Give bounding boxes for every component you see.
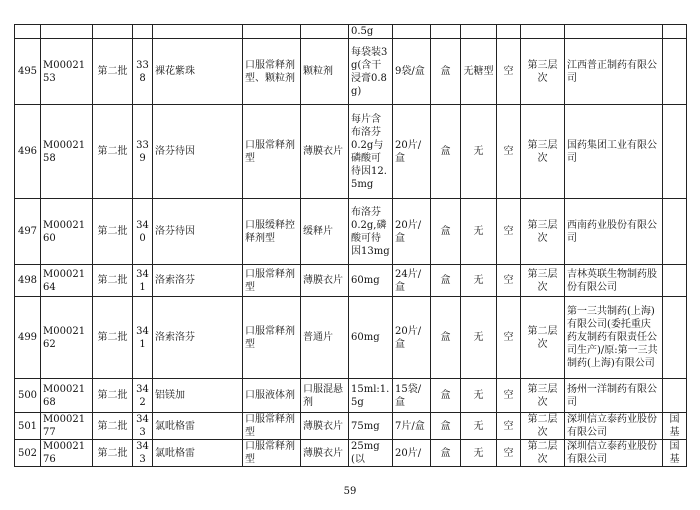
form-cell: 缓释片 bbox=[301, 199, 349, 265]
pack-cell: 20片/盒 bbox=[393, 105, 431, 199]
level-cell: 第二层次 bbox=[521, 413, 565, 440]
table-row bbox=[15, 440, 687, 467]
level-cell: 第三层次 bbox=[521, 379, 565, 413]
form-cell: 薄膜衣片 bbox=[301, 265, 349, 297]
pack-cell: 9袋/盒 bbox=[393, 39, 431, 105]
code-cell: M0002168 bbox=[41, 379, 93, 413]
company-cell: 扬州一洋制药有限公司 bbox=[565, 379, 663, 413]
form-cell: 普通片 bbox=[301, 297, 349, 379]
code-cell: M0002158 bbox=[41, 105, 93, 199]
pack-cell: 24片/盒 bbox=[393, 265, 431, 297]
spec-cell: 25mg(以 bbox=[349, 440, 393, 467]
sugar-cell: 无 bbox=[461, 413, 497, 440]
form-cell: 颗粒剂 bbox=[301, 39, 349, 105]
note-cell bbox=[663, 199, 687, 265]
spec-cell: 75mg bbox=[349, 413, 393, 440]
sugar-cell: 无 bbox=[461, 379, 497, 413]
route-cell: 口服液体剂 bbox=[243, 379, 301, 413]
batch-cell: 第二批 bbox=[93, 105, 133, 199]
num-cell: 343 bbox=[133, 440, 153, 467]
spec-cell: 每袋装3g(含干浸膏0.8g) bbox=[349, 39, 393, 105]
note-cell bbox=[663, 265, 687, 297]
num-cell: 343 bbox=[133, 413, 153, 440]
name-cell: 铝镁加 bbox=[153, 379, 243, 413]
batch-cell: 第二批 bbox=[93, 39, 133, 105]
spec-cell: 0.5g bbox=[349, 25, 393, 39]
company-cell: 国药集团工业有限公司 bbox=[565, 105, 663, 199]
pack-cell: 15袋/盒 bbox=[393, 379, 431, 413]
unit-cell: 盒 bbox=[431, 440, 461, 467]
code-cell: M0002160 bbox=[41, 199, 93, 265]
name-cell: 洛芬待因 bbox=[153, 199, 243, 265]
pack-cell: 20片/盒 bbox=[393, 297, 431, 379]
num-cell: 341 bbox=[133, 265, 153, 297]
table-row bbox=[15, 413, 687, 440]
route-cell: 口服常释剂型、颗粒剂 bbox=[243, 39, 301, 105]
name-cell: 裸花紫珠 bbox=[153, 39, 243, 105]
code-cell: M0002177 bbox=[41, 413, 93, 440]
table-row bbox=[15, 379, 687, 413]
batch-cell: 第二批 bbox=[93, 413, 133, 440]
blank-cell: 空 bbox=[497, 413, 521, 440]
num-cell: 340 bbox=[133, 199, 153, 265]
form-cell: 薄膜衣片 bbox=[301, 105, 349, 199]
note-cell: 国基 bbox=[663, 440, 687, 467]
name-cell: 洛索洛芬 bbox=[153, 297, 243, 379]
sugar-cell: 无 bbox=[461, 105, 497, 199]
name-cell: 洛索洛芬 bbox=[153, 265, 243, 297]
route-cell: 口服常释剂型 bbox=[243, 297, 301, 379]
table-row-partial bbox=[15, 25, 687, 39]
spec-cell: 60mg bbox=[349, 265, 393, 297]
seq-cell: 498 bbox=[15, 265, 41, 297]
note-cell bbox=[663, 297, 687, 379]
blank-cell: 空 bbox=[497, 379, 521, 413]
table-row bbox=[15, 199, 687, 265]
form-cell: 薄膜衣片 bbox=[301, 440, 349, 467]
note-cell: 国基 bbox=[663, 413, 687, 440]
name-cell: 氯吡格雷 bbox=[153, 440, 243, 467]
blank-cell: 空 bbox=[497, 39, 521, 105]
seq-cell: 500 bbox=[15, 379, 41, 413]
sugar-cell: 无 bbox=[461, 297, 497, 379]
blank-cell: 空 bbox=[497, 199, 521, 265]
level-cell: 第三层次 bbox=[521, 199, 565, 265]
sugar-cell: 无糖型 bbox=[461, 39, 497, 105]
table-row bbox=[15, 297, 687, 379]
company-cell: 第一三共制药(上海)有限公司(委托重庆药友制药有限责任公司生产)/原:第一三共制药(上海)有限公司 bbox=[565, 297, 663, 379]
batch-cell: 第二批 bbox=[93, 199, 133, 265]
seq-cell: 497 bbox=[15, 199, 41, 265]
company-cell: 吉林英联生物制药股份有限公司 bbox=[565, 265, 663, 297]
unit-cell: 盒 bbox=[431, 297, 461, 379]
batch-cell: 第二批 bbox=[93, 440, 133, 467]
route-cell: 口服常释剂型 bbox=[243, 413, 301, 440]
table-row bbox=[15, 39, 687, 105]
sugar-cell: 无 bbox=[461, 440, 497, 467]
level-cell: 第三层次 bbox=[521, 39, 565, 105]
sugar-cell: 无 bbox=[461, 265, 497, 297]
blank-cell: 空 bbox=[497, 440, 521, 467]
num-cell: 342 bbox=[133, 379, 153, 413]
company-cell: 深圳信立泰药业股份有限公司 bbox=[565, 440, 663, 467]
code-cell: M0002153 bbox=[41, 39, 93, 105]
pack-cell: 20片/ bbox=[393, 440, 431, 467]
blank-cell: 空 bbox=[497, 105, 521, 199]
seq-cell: 499 bbox=[15, 297, 41, 379]
unit-cell: 盒 bbox=[431, 379, 461, 413]
seq-cell: 495 bbox=[15, 39, 41, 105]
route-cell: 口服缓释控释剂型 bbox=[243, 199, 301, 265]
pack-cell: 20片/盒 bbox=[393, 199, 431, 265]
sugar-cell: 无 bbox=[461, 199, 497, 265]
level-cell: 第三层次 bbox=[521, 105, 565, 199]
seq-cell: 496 bbox=[15, 105, 41, 199]
pack-cell: 7片/盒 bbox=[393, 413, 431, 440]
route-cell: 口服常释剂型 bbox=[243, 440, 301, 467]
spec-cell: 每片含布洛芬0.2g与磷酸可待因12.5mg bbox=[349, 105, 393, 199]
note-cell bbox=[663, 379, 687, 413]
table-row bbox=[15, 265, 687, 297]
level-cell: 第二层次 bbox=[521, 440, 565, 467]
unit-cell: 盒 bbox=[431, 199, 461, 265]
seq-cell: 501 bbox=[15, 413, 41, 440]
route-cell: 口服常释剂型 bbox=[243, 265, 301, 297]
drug-table bbox=[14, 24, 687, 467]
spec-cell: 15ml:1.5g bbox=[349, 379, 393, 413]
form-cell: 口服混悬剂 bbox=[301, 379, 349, 413]
unit-cell: 盒 bbox=[431, 265, 461, 297]
table-row bbox=[15, 105, 687, 199]
blank-cell: 空 bbox=[497, 297, 521, 379]
num-cell: 339 bbox=[133, 105, 153, 199]
company-cell: 江西普正制药有限公司 bbox=[565, 39, 663, 105]
code-cell: M0002176 bbox=[41, 440, 93, 467]
company-cell: 深圳信立泰药业股份有限公司 bbox=[565, 413, 663, 440]
level-cell: 第二层次 bbox=[521, 297, 565, 379]
batch-cell: 第二批 bbox=[93, 297, 133, 379]
name-cell: 氯吡格雷 bbox=[153, 413, 243, 440]
form-cell: 薄膜衣片 bbox=[301, 413, 349, 440]
name-cell: 洛芬待因 bbox=[153, 105, 243, 199]
unit-cell: 盒 bbox=[431, 413, 461, 440]
code-cell: M0002164 bbox=[41, 265, 93, 297]
company-cell: 西南药业股份有限公司 bbox=[565, 199, 663, 265]
unit-cell: 盒 bbox=[431, 105, 461, 199]
batch-cell: 第二批 bbox=[93, 379, 133, 413]
num-cell: 338 bbox=[133, 39, 153, 105]
spec-cell: 布洛芬0.2g,磷酸可待因13mg bbox=[349, 199, 393, 265]
note-cell bbox=[663, 105, 687, 199]
note-cell bbox=[663, 39, 687, 105]
blank-cell: 空 bbox=[497, 265, 521, 297]
seq-cell: 502 bbox=[15, 440, 41, 467]
batch-cell: 第二批 bbox=[93, 265, 133, 297]
level-cell: 第三层次 bbox=[521, 265, 565, 297]
unit-cell: 盒 bbox=[431, 39, 461, 105]
route-cell: 口服常释剂型 bbox=[243, 105, 301, 199]
code-cell: M0002162 bbox=[41, 297, 93, 379]
spec-cell: 60mg bbox=[349, 297, 393, 379]
page-number: 59 bbox=[343, 486, 357, 497]
num-cell: 341 bbox=[133, 297, 153, 379]
